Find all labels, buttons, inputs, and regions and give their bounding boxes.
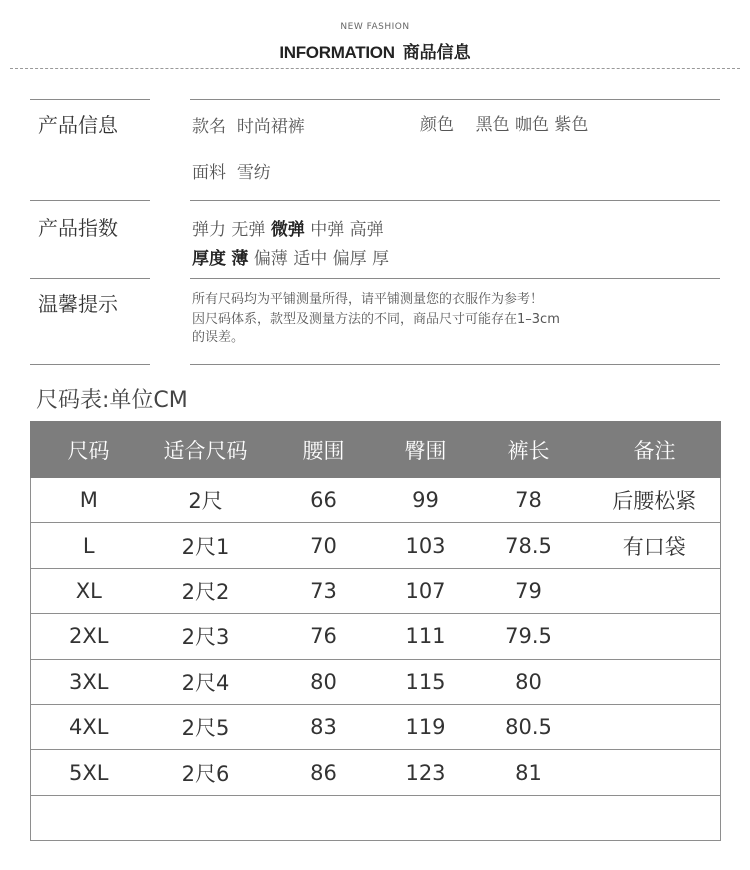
divider [30,278,150,279]
thickness-option: 适中 [293,249,328,269]
table-cell [589,704,721,749]
table-cell: 119 [383,704,469,749]
style-value: 时尚裙裤 [236,117,305,137]
elasticity-option: 中弹 [310,220,345,240]
table-cell: 2尺3 [147,614,265,659]
table-cell: 70 [265,523,383,568]
table-cell: 4XL [31,704,147,749]
elasticity-option: 高弹 [349,220,384,240]
divider [30,99,150,100]
table-cell: 66 [265,478,383,523]
table-cell: 2尺5 [147,704,265,749]
table-cell: 2尺2 [147,568,265,613]
table-cell: 79.5 [469,614,589,659]
table-cell: 99 [383,478,469,523]
page-title [0,38,750,63]
tip-line: 所有尺码均为平铺测量所得，请平铺测量您的衣服作为参考！ [192,292,544,307]
table-cell [589,659,721,704]
column-header: 裤长 [469,422,589,478]
dashed-divider [10,68,740,69]
tip-line: 因尺码体系，款型及测量方法的不同，商品尺寸可能存在1–3cm [192,312,560,327]
thickness-option: 偏厚 [332,249,367,269]
elasticity-option: 无弹 [231,220,266,240]
color-value: 黑色 咖色 紫色 [475,115,589,135]
color-key: 颜色 [420,115,454,135]
thickness-option: 偏薄 [253,249,288,269]
table-cell [147,795,265,840]
color-info [420,110,588,135]
size-chart-title: 尺码表:单位CM [36,388,188,413]
elasticity-key: 弹力 [192,220,226,240]
table-cell: 80 [265,659,383,704]
table-cell: 86 [265,750,383,795]
divider [30,200,150,201]
table-cell [265,795,383,840]
elasticity-row [192,215,384,240]
table-cell: 5XL [31,750,147,795]
table-cell: 76 [265,614,383,659]
table-cell: 2尺6 [147,750,265,795]
size-table [30,421,721,841]
column-header: 臀围 [383,422,469,478]
table-cell: 81 [469,750,589,795]
table-cell: 103 [383,523,469,568]
divider [190,99,720,100]
table-cell: 3XL [31,659,147,704]
table-row [31,523,721,568]
table-cell: 80 [469,659,589,704]
table-cell: 123 [383,750,469,795]
table-cell: XL [31,568,147,613]
table-cell: 83 [265,704,383,749]
table-header-row [31,422,721,478]
column-header: 备注 [589,422,721,478]
style-key: 款名 [192,117,226,137]
table-cell: 115 [383,659,469,704]
table-row [31,704,721,749]
style-name [192,112,305,137]
fabric-value: 雪纺 [236,163,271,183]
table-cell [589,750,721,795]
table-cell [589,795,721,840]
table-cell: 2尺1 [147,523,265,568]
table-cell: 80.5 [469,704,589,749]
section-label-product-index: 产品指数 [38,216,118,240]
thickness-option-selected: 薄 [231,249,249,269]
header-subtitle: NEW FASHION [340,22,410,32]
tip-line: 的误差。 [192,330,245,345]
table-row [31,614,721,659]
table-cell [383,795,469,840]
divider [190,200,720,201]
column-header: 腰围 [265,422,383,478]
table-cell [589,568,721,613]
table-cell: 后腰松紧 [589,478,721,523]
section-label-product-info: 产品信息 [38,113,118,137]
table-cell: 2尺4 [147,659,265,704]
divider [190,278,720,279]
table-cell: 有口袋 [589,523,721,568]
table-row [31,750,721,795]
table-cell: 78 [469,478,589,523]
table-cell [469,795,589,840]
page-title-cn: 商品信息 [402,43,471,63]
thickness-option: 厚 [372,249,390,269]
table-cell [31,795,147,840]
table-cell: 2XL [31,614,147,659]
thickness-row [192,244,389,269]
table-cell: 111 [383,614,469,659]
table-cell: 2尺 [147,478,265,523]
table-row [31,659,721,704]
elasticity-option-selected: 微弹 [270,220,305,240]
fabric-info [192,158,271,183]
table-row [31,478,721,523]
table-cell: M [31,478,147,523]
section-label-tips: 温馨提示 [38,292,118,316]
column-header: 尺码 [31,422,147,478]
divider [190,364,720,365]
table-row-empty [31,795,721,840]
thickness-key: 厚度 [192,249,226,269]
table-cell: 78.5 [469,523,589,568]
table-cell [589,614,721,659]
column-header: 适合尺码 [147,422,265,478]
fabric-key: 面料 [192,163,226,183]
table-cell: 79 [469,568,589,613]
table-row [31,568,721,613]
table-cell: 107 [383,568,469,613]
divider [30,364,150,365]
table-cell: 73 [265,568,383,613]
table-cell: L [31,523,147,568]
page-title-en: INFORMATION [279,43,395,62]
